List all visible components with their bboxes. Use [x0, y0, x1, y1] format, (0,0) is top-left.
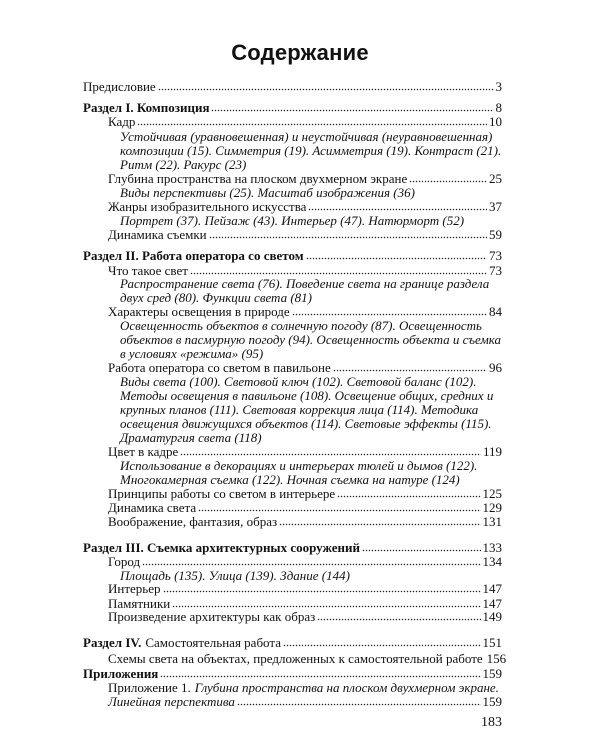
toc-entry — [108, 581, 502, 596]
subtopics-line: Использование в декорациях и интерьерах тюлей и дымов (122). — [120, 458, 478, 473]
page-number: 131 — [482, 514, 502, 529]
page-number: 149 — [482, 609, 502, 624]
entry-title: Линейная перспектива — [108, 694, 235, 709]
toc-entry — [108, 554, 502, 569]
entry-title: Воображение, фантазия, образ — [108, 514, 278, 529]
page-number: 125 — [482, 486, 502, 501]
dot-leader — [306, 250, 487, 260]
subtopics-line: Освещенность объектов в солнечную погоду (87). Освещенность — [120, 318, 482, 333]
page-number: 73 — [489, 263, 502, 278]
dot-leader — [333, 362, 487, 372]
page-number: 96 — [489, 360, 502, 375]
toc-appendices — [83, 666, 502, 681]
toc-entry — [108, 609, 502, 624]
subtopics-line: в условиях «режима» (95) — [120, 346, 264, 361]
entry-title: Принципы работы со светом в интерьере — [108, 486, 336, 501]
entry-title: Самостоятельная работа — [145, 635, 281, 650]
entry-title: Глубина пространства на плоском двухмерном экране. — [194, 680, 499, 695]
page-number: 59 — [489, 227, 502, 242]
toc-section-3 — [83, 540, 502, 555]
dot-leader — [137, 116, 487, 126]
subtopics-line: двух сред (80). Функции света (81) — [120, 290, 313, 305]
page-number: 156 — [486, 651, 507, 666]
dot-leader — [409, 173, 487, 183]
entry-title: Произведение архитектуры как образ — [108, 609, 316, 624]
entry-title: Раздел II. Работа оператора со светом — [83, 248, 304, 263]
toc-entry — [108, 514, 502, 529]
entry-title: Схемы света на объектах, предложенных к самостоятельной работе — [108, 651, 483, 666]
toc-entry — [108, 114, 502, 129]
subtopics-line: Многокамерная съемка (122). Ночная съемка на натуре (124) — [120, 472, 460, 487]
entry-title: Работа оператора со светом в павильоне — [108, 360, 331, 375]
page-number: 84 — [489, 304, 502, 319]
toc-entry — [108, 651, 507, 666]
page-number: 73 — [489, 248, 502, 263]
section-label: Раздел IV. — [83, 635, 142, 650]
toc-entry-preface — [83, 79, 502, 94]
folio-page-number: 183 — [481, 715, 502, 730]
dot-leader — [163, 583, 481, 593]
toc-entry — [108, 360, 502, 375]
dot-leader — [142, 556, 480, 566]
entry-title: Памятники — [108, 596, 171, 611]
dot-leader — [362, 542, 481, 552]
subtopics-line: Распространение света (76). Поведение света на границе раздела — [120, 276, 490, 291]
page-number: 37 — [489, 199, 502, 214]
toc-entry — [108, 171, 502, 186]
entry-title: Раздел III. Съемка архитектурных сооружений — [83, 540, 360, 555]
page-number: 159 — [482, 666, 502, 681]
dot-leader — [172, 598, 480, 608]
toc-section-1 — [83, 100, 502, 115]
subtopics-line: композиции (15). Симметрия (19). Асимметрия (19). Контраст (21). — [120, 143, 502, 158]
page-number: 119 — [482, 444, 502, 459]
dot-leader — [211, 102, 493, 112]
dot-leader — [317, 611, 480, 621]
toc-entry — [108, 486, 502, 501]
page-number: 151 — [482, 635, 502, 650]
entry-title: Раздел I. Композиция — [83, 100, 210, 115]
appendix-label: Приложение 1. — [108, 680, 191, 695]
dot-leader — [237, 696, 481, 706]
entry-title: Глубина пространства на плоском двухмерном экране — [108, 171, 408, 186]
dot-leader — [198, 502, 480, 512]
entry-title: Интерьер — [108, 581, 161, 596]
toc-entry — [108, 199, 502, 214]
toc-entry — [108, 500, 502, 515]
dot-leader — [308, 201, 487, 211]
subtopics-line: Виды света (100). Световой ключ (102). Световой баланс (102). — [120, 374, 477, 389]
entry-title: Предисловие — [83, 79, 156, 94]
dot-leader — [292, 306, 487, 316]
entry-title: Динамика света — [108, 500, 197, 515]
toc-appendix-1 — [108, 680, 502, 695]
entry-title: Город — [108, 554, 141, 569]
page-number: 147 — [482, 596, 502, 611]
entry-title: Кадр — [108, 114, 136, 129]
dot-leader — [337, 488, 480, 498]
dot-leader — [283, 637, 481, 647]
toc-section-4 — [83, 635, 502, 650]
entry-title: Жанры изобразительного искусства — [108, 199, 307, 214]
subtopics-line: Устойчивая (уравновешенная) и неустойчивая (неуравновешенная) — [120, 129, 493, 144]
page-number: 129 — [482, 500, 502, 515]
dot-leader — [279, 516, 480, 526]
subtopics-line: Портрет (37). Пейзаж (43). Интерьер (47). Натюрморт (52) — [120, 213, 465, 228]
page-number: 10 — [489, 114, 502, 129]
page-number: 133 — [482, 540, 502, 555]
toc-section-2 — [83, 248, 502, 263]
dot-leader — [160, 668, 480, 678]
toc-appendix-1-cont — [108, 694, 502, 709]
subtopics-line: Площадь (135). Улица (139). Здание (144) — [120, 568, 350, 583]
page-number: 25 — [489, 171, 502, 186]
subtopics-line: Ритм (22). Ракурс (23) — [120, 157, 247, 172]
subtopics-line: Методы освещения в павильоне (108). Освещение общих, средних и — [120, 388, 494, 403]
entry-title: Характеры освещения в природе — [108, 304, 290, 319]
dot-leader — [180, 446, 481, 456]
entry-title: Цвет в кадре — [108, 444, 179, 459]
subtopics-line: Драматургия света (118) — [120, 430, 262, 445]
page-number: 147 — [482, 581, 502, 596]
dot-leader — [209, 229, 487, 239]
page-number: 159 — [482, 694, 502, 709]
entry-title: Приложения — [83, 666, 159, 681]
toc-entry — [108, 444, 502, 459]
subtopics-line: объектов в пасмурную погоду (94). Освещенность объекта и съемка — [120, 332, 501, 347]
entry-title: Динамика съемки — [108, 227, 207, 242]
entry-title: Что такое свет — [108, 263, 188, 278]
subtopics-line: крупных планов (111). Световая коррекция лица (114). Методика — [120, 402, 479, 417]
subtopics-line: Виды перспективы (25). Масштаб изображения (36) — [120, 185, 415, 200]
page-title: Содержание — [231, 40, 369, 65]
page-number: 3 — [495, 79, 502, 94]
subtopics-line: освещения движущихся объектов (114). Световые эффекты (115). — [120, 416, 492, 431]
toc-entry — [108, 227, 502, 242]
dot-leader — [158, 81, 494, 91]
dot-leader — [190, 265, 487, 275]
page-number: 8 — [495, 100, 502, 115]
toc-entry — [108, 304, 502, 319]
page-number: 134 — [482, 554, 502, 569]
